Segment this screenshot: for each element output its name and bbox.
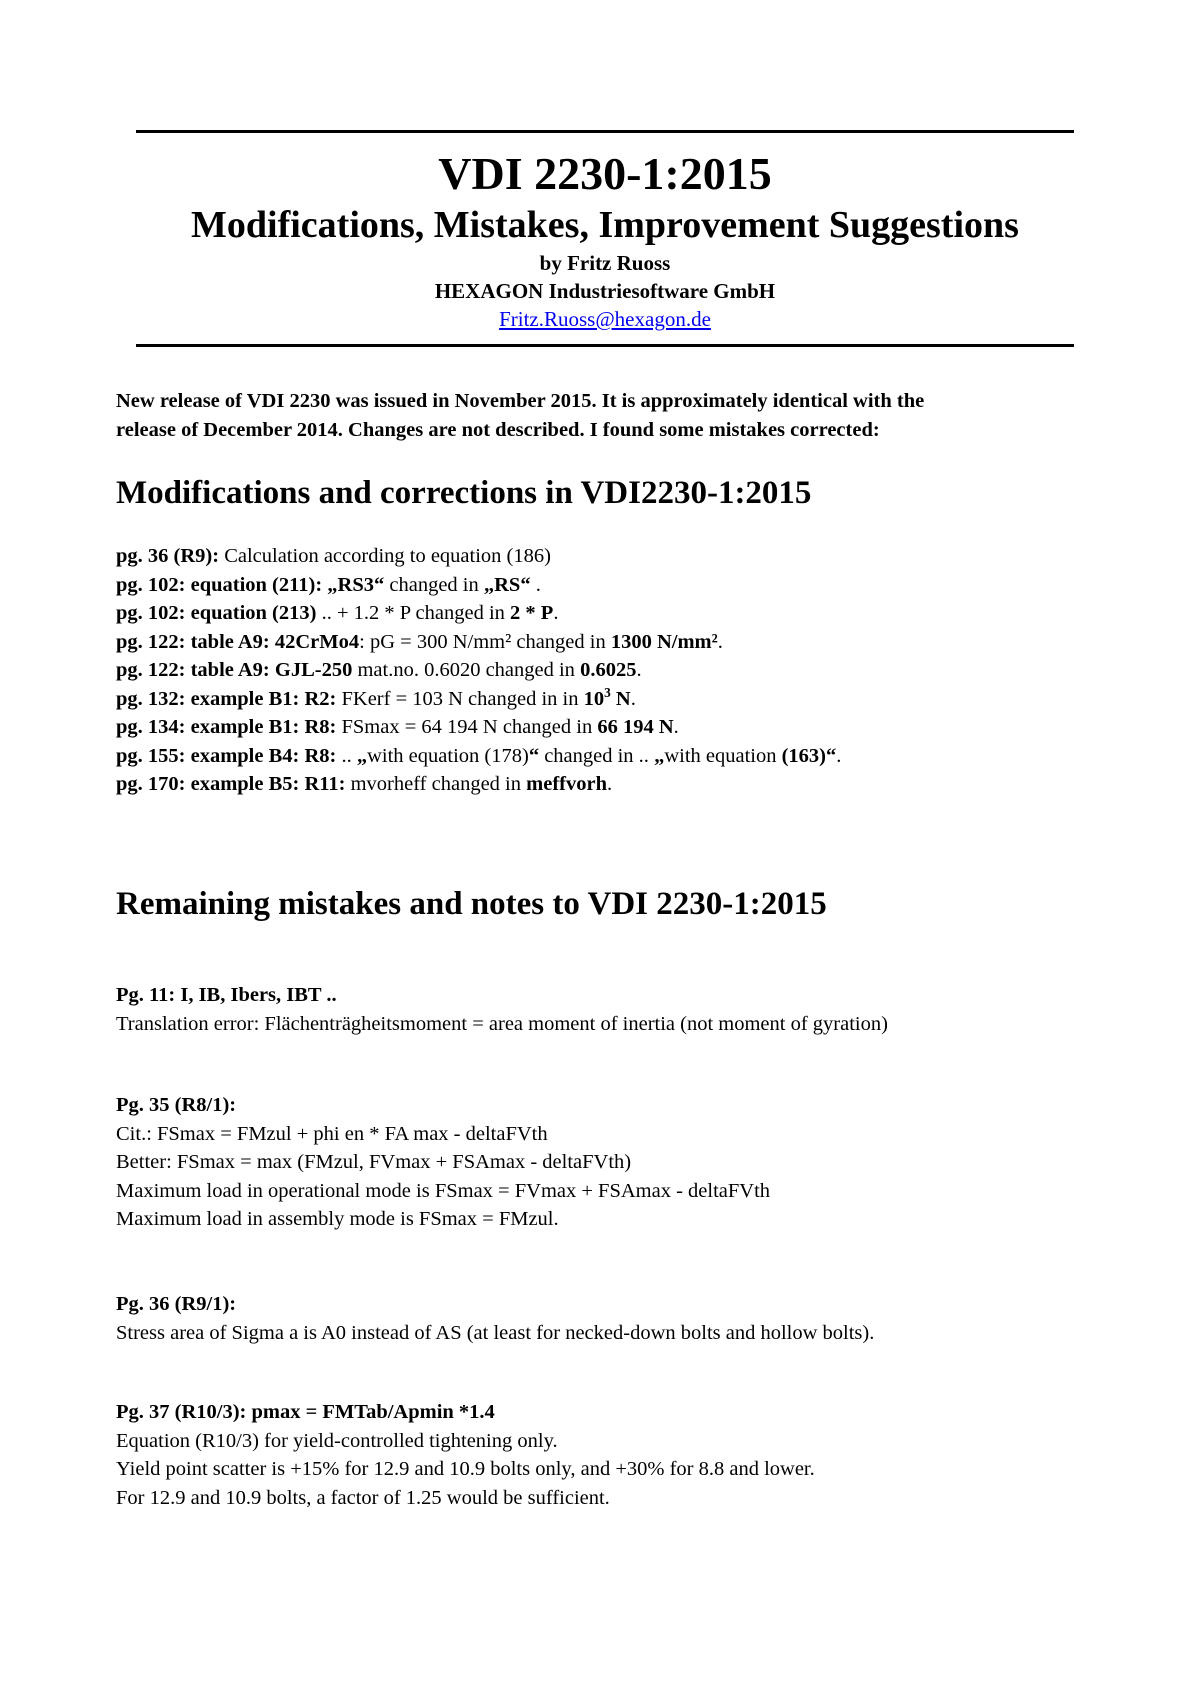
note-pg36: [116, 1290, 1076, 1347]
note-title: Pg. 35 (R8/1):: [116, 1094, 237, 1116]
note-pg35: [116, 1091, 1076, 1234]
intro-line: New release of VDI 2230 was issued in November 2015. It is approximately identical with the: [116, 390, 925, 412]
document-title: VDI 2230-1:2015: [438, 148, 772, 199]
note-line: Maximum load in assembly mode is FSmax = FMzul.: [116, 1208, 559, 1230]
list-item: pg. 102: equation (211): „RS3“ changed in „RS“ .: [116, 573, 541, 596]
author-email-link[interactable]: Fritz.Ruoss@hexagon.de: [499, 307, 711, 331]
list-item: pg. 155: example B4: R8: .. „with equation (178)“ changed in .. „with equation (163)“.: [116, 744, 842, 767]
intro-line: release of December 2014. Changes are not described. I found some mistakes corrected:: [116, 419, 880, 441]
note-line: Better: FSmax = max (FMzul, FVmax + FSAmax - deltaFVth): [116, 1151, 632, 1173]
note-title: Pg. 37 (R10/3): pmax = FMTab/Apmin *1.4: [116, 1401, 495, 1423]
company-name: HEXAGON Industriesoftware GmbH: [434, 279, 776, 303]
note-line: Stress area of Sigma a is A0 instead of AS (at least for necked-down bolts and hollow bolts).: [116, 1321, 875, 1344]
list-item: pg. 102: equation (213) .. + 1.2 * P changed in 2 * P.: [116, 602, 559, 624]
section-heading-remaining: Remaining mistakes and notes to VDI 2230-1:2015: [116, 886, 827, 922]
note-line: For 12.9 and 10.9 bolts, a factor of 1.25 would be sufficient.: [116, 1486, 610, 1509]
note-title: Pg. 36 (R9/1):: [116, 1293, 237, 1315]
list-item: pg. 170: example B5: R11: mvorheff changed in meffvorh.: [116, 773, 613, 795]
modifications-list: [116, 542, 1076, 799]
list-item: pg. 122: table A9: 42CrMo4: pG = 300 N/mm² changed in 1300 N/mm².: [116, 630, 723, 653]
document-subtitle: Modifications, Mistakes, Improvement Suggestions: [191, 204, 1019, 246]
note-line: Maximum load in operational mode is FSmax = FVmax + FSAmax - deltaFVth: [116, 1179, 771, 1202]
note-line: Translation error: Flächenträgheitsmoment = area moment of inertia (not moment of gyration): [116, 1012, 888, 1035]
note-line: Yield point scatter is +15% for 12.9 and 10.9 bolts only, and +30% for 8.8 and lower.: [116, 1458, 815, 1480]
note-pg37: [116, 1398, 1076, 1512]
intro-paragraph: [116, 387, 1076, 445]
bottom-rule: [136, 344, 1074, 347]
note-line: Cit.: FSmax = FMzul + phi en * FA max - deltaFVth: [116, 1122, 548, 1145]
list-item: pg. 36 (R9): Calculation according to equation (186): [116, 545, 551, 567]
top-rule: [136, 130, 1074, 133]
author-byline: by Fritz Ruoss: [539, 251, 671, 275]
list-item: pg. 122: table A9: GJL-250 mat.no. 0.6020 changed in 0.6025.: [116, 659, 642, 681]
list-item: pg. 132: example B1: R2: FKerf = 103 N changed in in $10^3$ N.: [116, 684, 636, 710]
list-item: pg. 134: example B1: R8: FSmax = 64 194 N changed in 66 194 N.: [116, 716, 679, 738]
note-line: Equation (R10/3) for yield-controlled tightening only.: [116, 1429, 558, 1452]
note-pg11: [116, 981, 1076, 1038]
section-heading-modifications: Modifications and corrections in VDI2230-1:2015: [116, 475, 812, 511]
note-title: Pg. 11: I, IB, Ibers, IBT ..: [116, 984, 337, 1006]
